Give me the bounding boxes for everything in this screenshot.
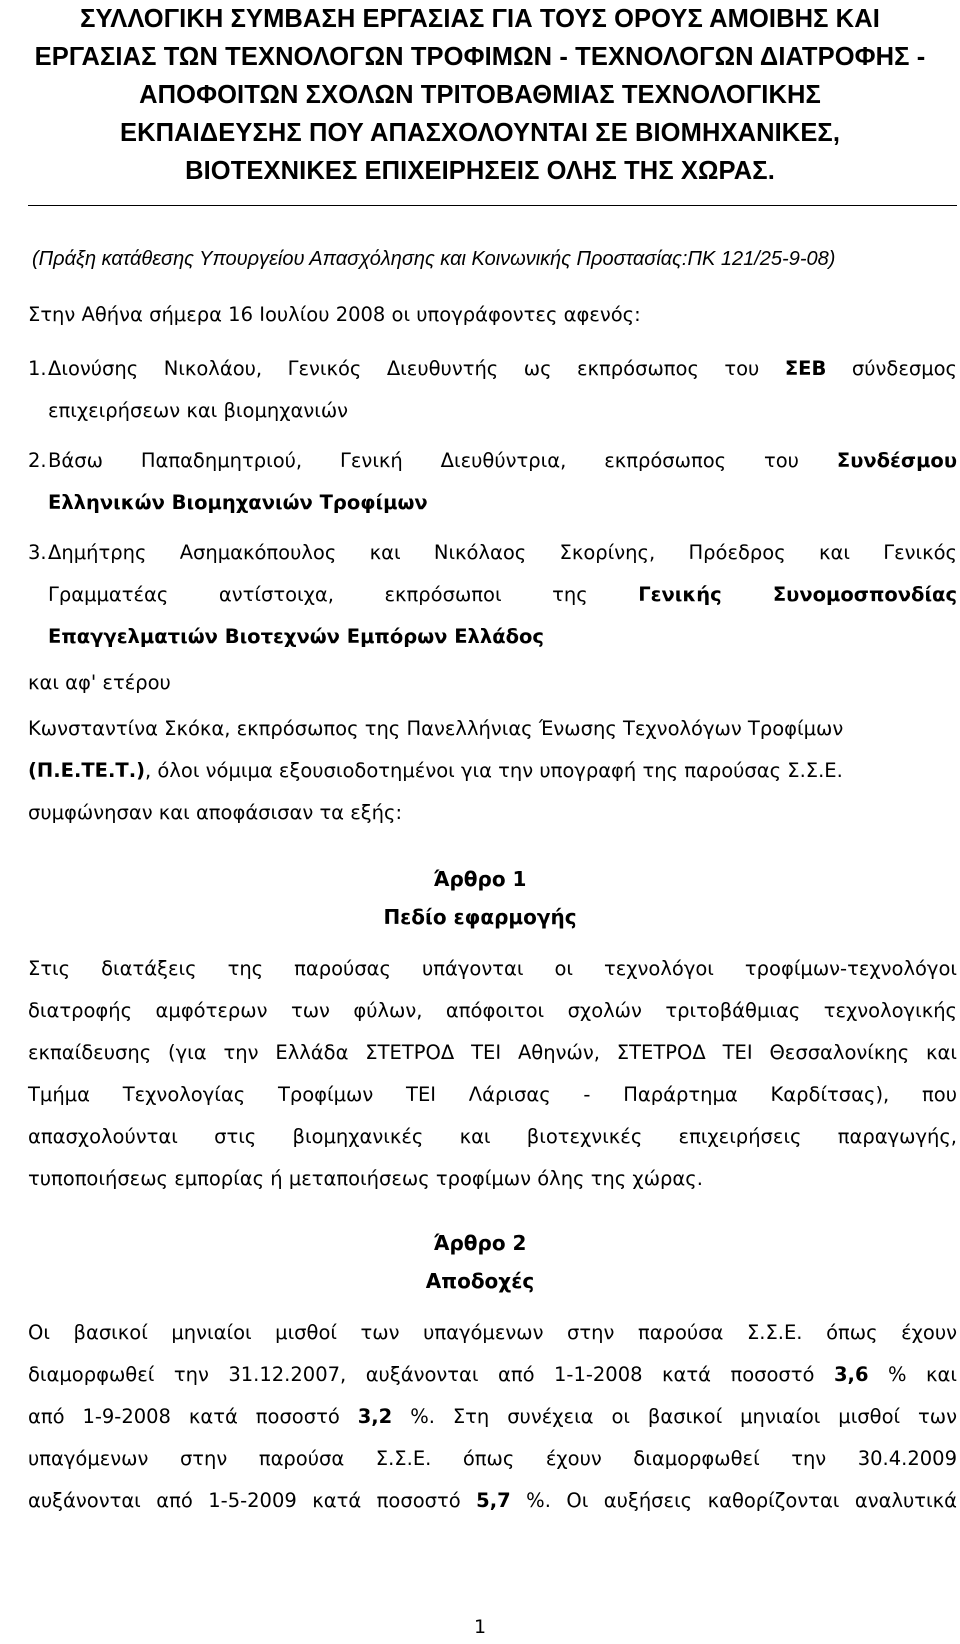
intro-paragraph: Στην Αθήνα σήμερα 16 Ιουλίου 2008 οι υπογράφοντες αφενός: <box>28 303 641 326</box>
article-2-title: Αποδοχές <box>425 1269 535 1293</box>
party-4-line: (Π.Ε.ΤΕ.Τ.), όλοι νόμιμα εξουσιοδοτημένοι για την υπογραφή της παρούσας Σ.Σ.Ε. <box>28 759 843 782</box>
article-1-line: Τμήμα Τεχνολογίας Τροφίμων ΤΕΙ Λάρισας - Παράρτημα Καρδίτσας), που <box>28 1083 957 1106</box>
party-number: 2. <box>28 449 47 472</box>
article-1-number: Άρθρο 1 <box>433 867 527 891</box>
article-2-line: υπαγόμενων στην παρούσα Σ.Σ.Ε. όπως έχουν διαμορφωθεί την 30.4.2009 <box>28 1447 957 1470</box>
other-side-label: και αφ' ετέρου <box>28 671 171 694</box>
article-2-line: από 1-9-2008 κατά ποσοστό 3,2 %. Στη συνέχεια οι βασικοί μηνιαίοι μισθοί των <box>28 1405 958 1428</box>
filing-reference: (Πράξη κατάθεσης Υπουργείου Απασχόλησης και Κοινωνικής Προστασίας:ΠΚ 121/25-9-08) <box>32 248 836 270</box>
article-1-line: διατροφής αμφότερων των φύλων, απόφοιτοι σχολών τριτοβάθμιας τεχνολογικής <box>28 999 957 1022</box>
title-line: ΒΙΟΤΕΧΝΙΚΕΣ ΕΠΙΧΕΙΡΗΣΕΙΣ ΟΛΗΣ ΤΗΣ ΧΩΡΑΣ. <box>185 157 775 185</box>
article-2-line: διαμορφωθεί την 31.12.2007, αυξάνονται από 1-1-2008 κατά ποσοστό 3,6 % και <box>28 1363 958 1386</box>
party-number: 1. <box>28 357 47 380</box>
article-1-line: εκπαίδευσης (για την Ελλάδα ΣΤΕΤΡΟΔ ΤΕΙ Αθηνών, ΣΤΕΤΡΟΔ ΤΕΙ Θεσσαλονίκης και <box>28 1041 957 1064</box>
article-2-line: Οι βασικοί μηνιαίοι μισθοί των υπαγόμενων στην παρούσα Σ.Σ.Ε. όπως έχουν <box>28 1321 957 1344</box>
party-3-line: Επαγγελματιών Βιοτεχνών Εμπόρων Ελλάδος <box>48 625 544 648</box>
party-number: 3. <box>28 541 47 564</box>
agreement-statement: συμφώνησαν και αποφάσισαν τα εξής: <box>28 801 403 824</box>
party-2-line: Βάσω Παπαδημητριού, Γενική Διευθύντρια, εκπρόσωπος του Συνδέσμου <box>48 449 957 472</box>
party-1-line: επιχειρήσεων και βιομηχανιών <box>48 399 349 422</box>
article-1-line: απασχολούνται στις βιομηχανικές και βιοτεχνικές επιχειρήσεις παραγωγής, <box>28 1125 957 1148</box>
article-1-line: τυποποιήσεως εμπορίας ή μεταποιήσεως τροφίμων όλης της χώρας. <box>28 1167 703 1190</box>
title-divider <box>28 205 957 206</box>
party-1-line: Διονύσης Νικολάου, Γενικός Διευθυντής ως εκπρόσωπος του ΣΕΒ σύνδεσμος <box>48 357 958 380</box>
party-3-line: Δημήτρης Ασημακόπουλος και Νικόλαος Σκορίνης, Πρόεδρος και Γενικός <box>48 541 957 564</box>
article-2-number: Άρθρο 2 <box>433 1231 527 1255</box>
party-3-line: Γραμματέας αντίστοιχα, εκπρόσωποι της Γενικής Συνομοσπονδίας <box>48 583 957 606</box>
party-2-line: Ελληνικών Βιομηχανιών Τροφίμων <box>48 491 428 514</box>
title-line: ΣΥΛΛΟΓΙΚΗ ΣΥΜΒΑΣΗ ΕΡΓΑΣΙΑΣ ΓΙΑ ΤΟΥΣ ΟΡΟΥΣ ΑΜΟΙΒΗΣ ΚΑΙ <box>80 5 880 33</box>
article-2-line: αυξάνονται από 1-5-2009 κατά ποσοστό 5,7 %. Οι αυξήσεις καθορίζονται αναλυτικά <box>28 1489 957 1512</box>
party-4-line: Κωνσταντίνα Σκόκα, εκπρόσωπος της Πανελλήνιας Ένωσης Τεχνολόγων Τροφίμων <box>28 717 844 740</box>
article-1-title: Πεδίο εφαρμογής <box>383 905 577 929</box>
page-number: 1 <box>473 1616 487 1638</box>
title-line: ΑΠΟΦΟΙΤΩΝ ΣΧΟΛΩΝ ΤΡΙΤΟΒΑΘΜΙΑΣ ΤΕΧΝΟΛΟΓΙΚΗΣ <box>139 81 821 109</box>
document-title <box>0 0 960 190</box>
title-line: ΕΡΓΑΣΙΑΣ ΤΩΝ ΤΕΧΝΟΛΟΓΩΝ ΤΡΟΦΙΜΩΝ - ΤΕΧΝΟΛΟΓΩΝ ΔΙΑΤΡΟΦΗΣ - <box>34 43 926 71</box>
article-1-line: Στις διατάξεις της παρούσας υπάγονται οι τεχνολόγοι τροφίμων-τεχνολόγοι <box>28 957 957 980</box>
title-line: ΕΚΠΑΙΔΕΥΣΗΣ ΠΟΥ ΑΠΑΣΧΟΛΟΥΝΤΑΙ ΣΕ ΒΙΟΜΗΧΑΝΙΚΕΣ, <box>119 119 841 147</box>
